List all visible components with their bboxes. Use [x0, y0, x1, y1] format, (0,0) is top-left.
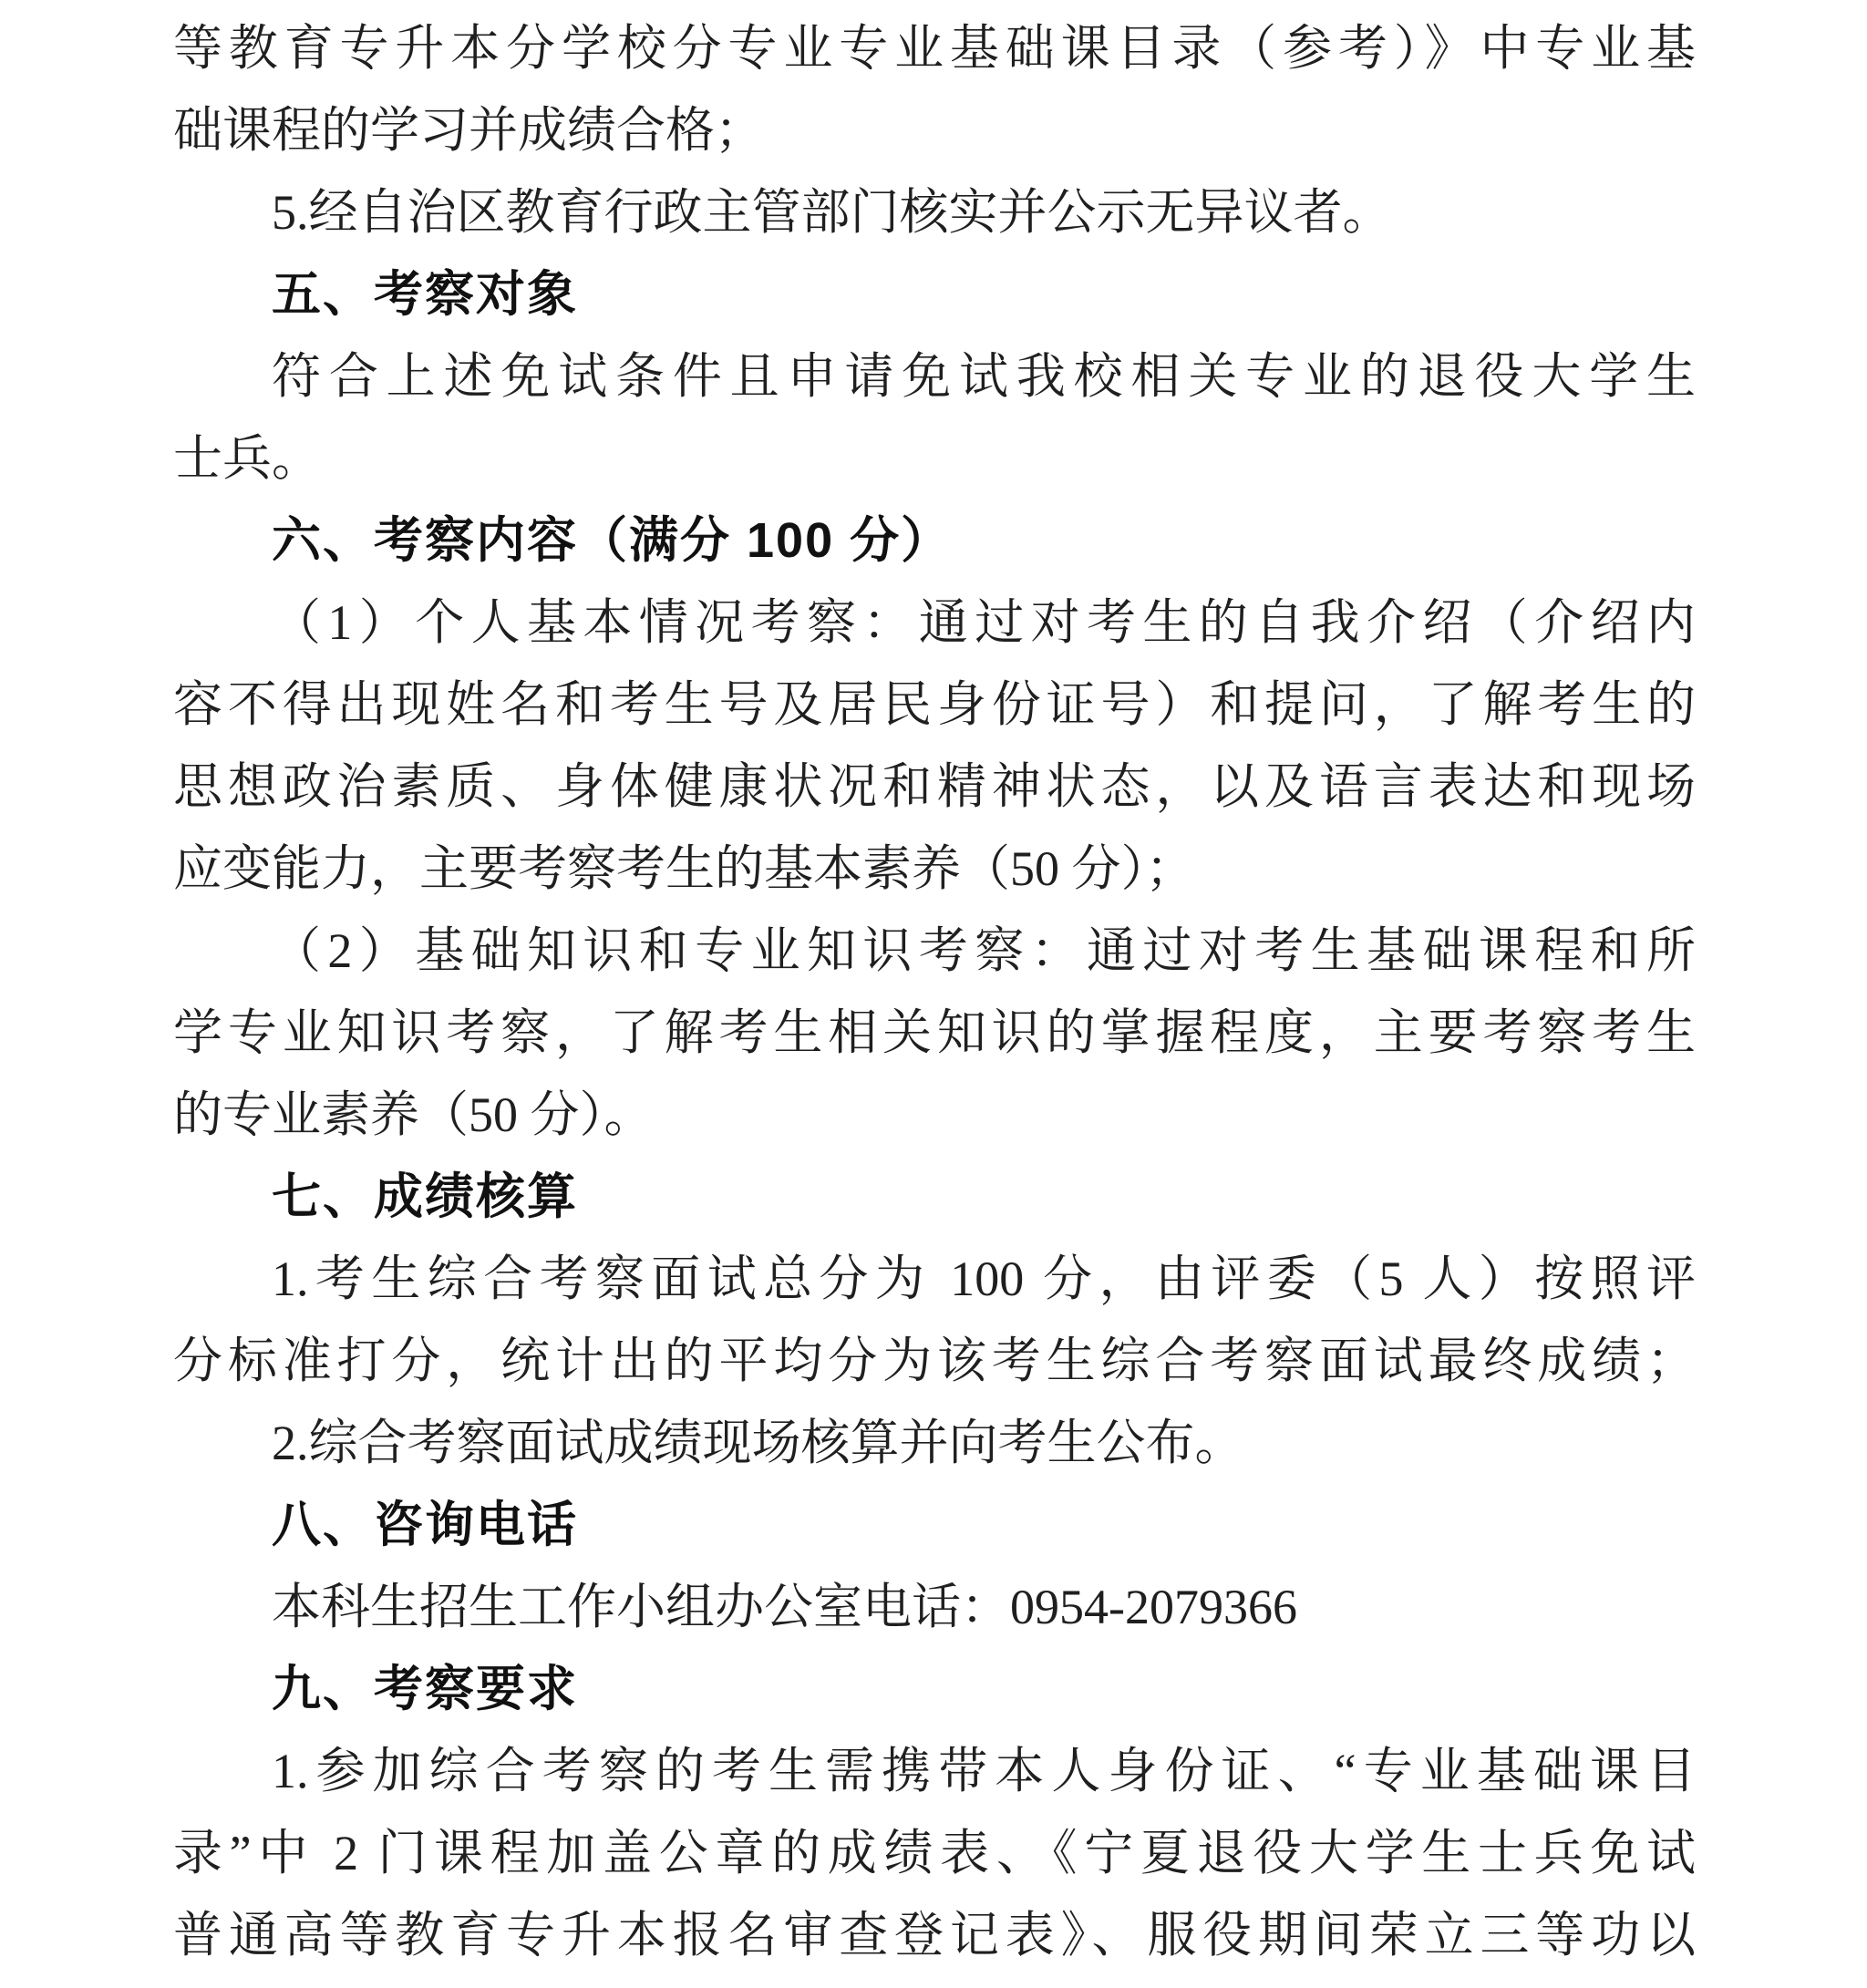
document-body	[173, 7, 1696, 1976]
section-heading-5: 五、考察对象	[272, 267, 578, 322]
text-line: 录”中 2 门课程加盖公章的成绩表、《宁夏退役大学生士兵免试	[173, 1826, 1696, 1880]
text-line: 符合上述免试条件且申请免试我校相关专业的退役大学生	[272, 349, 1696, 404]
text-line: 分标准打分，统计出的平均分为该考生综合考察面试最终成绩；	[173, 1334, 1696, 1388]
text-line: （1）个人基本情况考察：通过对考生的自我介绍（介绍内	[272, 595, 1696, 650]
text-line: 2.综合考察面试成绩现场核算并向考生公布。	[272, 1416, 1244, 1470]
text-line: 学专业知识考察，了解考生相关知识的掌握程度，主要考察考生	[173, 1005, 1696, 1060]
contact-phone-line: 本科生招生工作小组办公室电话：0954-2079366	[272, 1580, 1297, 1634]
section-heading-8: 八、咨询电话	[272, 1498, 578, 1552]
text-line: 础课程的学习并成绩合格；	[173, 103, 764, 158]
text-line: 1.考生综合考察面试总分为 100 分，由评委（5 人）按照评	[272, 1252, 1696, 1306]
text-line: 5.经自治区教育行政主管部门核实并公示无异议者。	[272, 185, 1392, 240]
text-line: 等教育专升本分学校分专业专业基础课目录（参考）》中专业基	[173, 21, 1696, 76]
text-line: （2）基础知识和专业知识考察：通过对考生基础课程和所	[272, 923, 1696, 978]
text-line: 士兵。	[173, 431, 321, 486]
text-line: 应变能力，主要考察考生的基本素养（50 分）；	[173, 841, 1195, 896]
text-line: 的专业素养（50 分）。	[173, 1087, 654, 1142]
text-line: 容不得出现姓名和考生号及居民身份证号）和提问，了解考生的	[173, 677, 1696, 732]
text-line: 思想政治素质、身体健康状况和精神状态，以及语言表达和现场	[173, 759, 1696, 814]
section-heading-6: 六、考察内容（满分 100 分）	[272, 513, 953, 568]
section-heading-7: 七、成绩核算	[272, 1169, 578, 1224]
text-line: 1.参加综合考察的考生需携带本人身份证、“专业基础课目	[272, 1744, 1696, 1798]
text-line: 普通高等教育专升本报名审查登记表》、服役期间荣立三等功以	[173, 1908, 1696, 1962]
section-heading-9: 九、考察要求	[272, 1662, 578, 1716]
